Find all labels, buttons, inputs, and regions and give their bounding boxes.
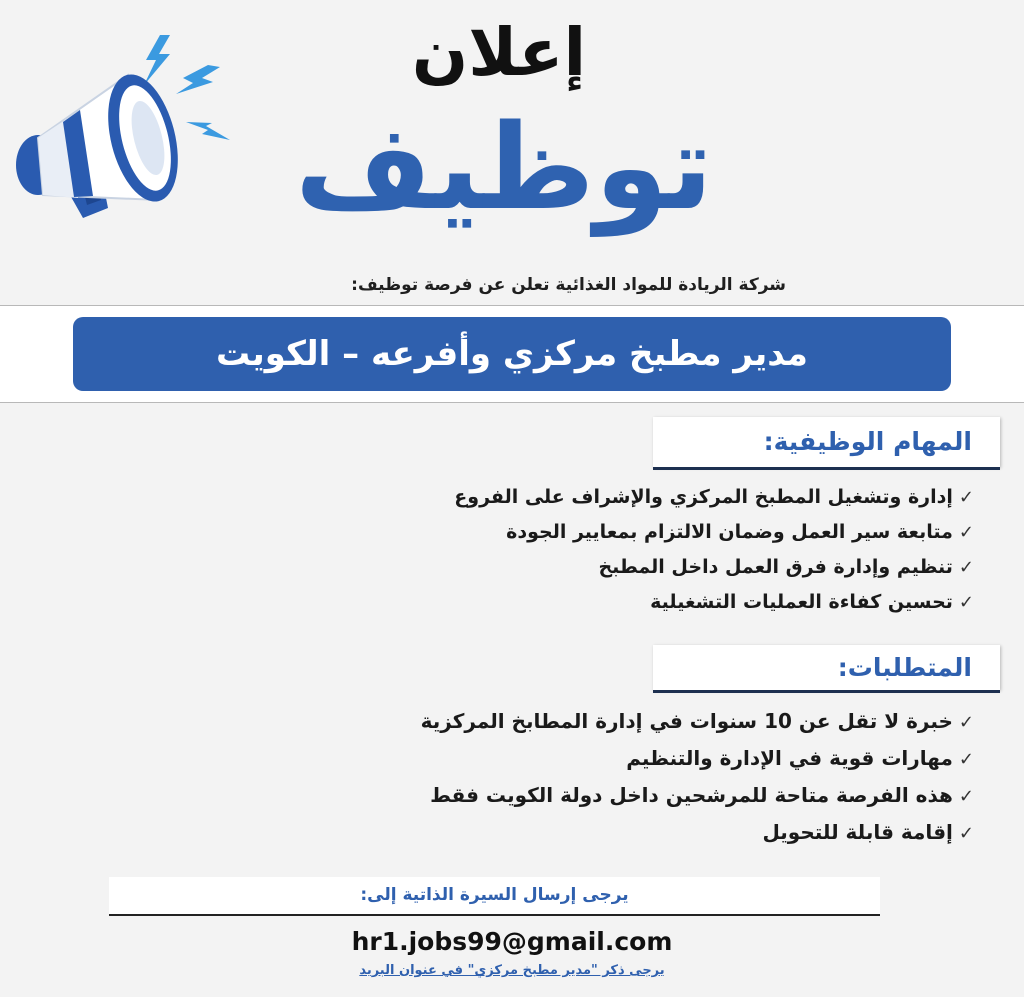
check-icon: ✓ — [958, 522, 974, 543]
list-item: ✓متابعة سير العمل وضمان الالتزام بمعايير الجودة — [506, 521, 974, 543]
job-title-banner: مدير مطبخ مركزي وأفرعه – الكويت — [73, 317, 951, 391]
divider-bottom — [0, 402, 1024, 403]
check-icon: ✓ — [958, 786, 974, 807]
tasks-heading: المهام الوظيفية: — [653, 417, 1000, 467]
check-icon: ✓ — [958, 823, 974, 844]
check-icon: ✓ — [958, 592, 974, 613]
requirements-list — [254, 703, 974, 851]
list-item: ✓هذه الفرصة متاحة للمرشحين داخل دولة الكويت فقط — [430, 783, 974, 807]
hiring-title: توظيف — [294, 98, 714, 236]
tasks-list — [274, 480, 974, 620]
contact-email[interactable]: hr1.jobs99@gmail.com — [351, 927, 673, 956]
cv-instruction-box: يرجى إرسال السيرة الذاتية إلى: — [109, 877, 880, 914]
check-icon: ✓ — [958, 749, 974, 770]
list-item: ✓إقامة قابلة للتحويل — [762, 820, 974, 844]
list-item: ✓تحسين كفاءة العمليات التشغيلية — [650, 591, 974, 613]
list-item: ✓خبرة لا تقل عن 10 سنوات في إدارة المطابخ المركزية — [420, 709, 974, 733]
announcement-title: إعلان — [411, 14, 587, 91]
requirements-heading: المتطلبات: — [653, 645, 1000, 690]
list-item: ✓تنظيم وإدارة فرق العمل داخل المطبخ — [598, 556, 974, 578]
check-icon: ✓ — [958, 557, 974, 578]
list-item: ✓مهارات قوية في الإدارة والتنظيم — [626, 746, 974, 770]
company-subtitle: شركة الريادة للمواد الغذائية تعلن عن فرصة توظيف: — [351, 275, 786, 295]
check-icon: ✓ — [958, 487, 974, 508]
list-item: ✓إدارة وتشغيل المطبخ المركزي والإشراف على الفروع — [454, 486, 974, 508]
email-subject-note: يرجى ذكر "مدير مطبخ مركزي" في عنوان البريد — [359, 963, 665, 978]
check-icon: ✓ — [958, 712, 974, 733]
